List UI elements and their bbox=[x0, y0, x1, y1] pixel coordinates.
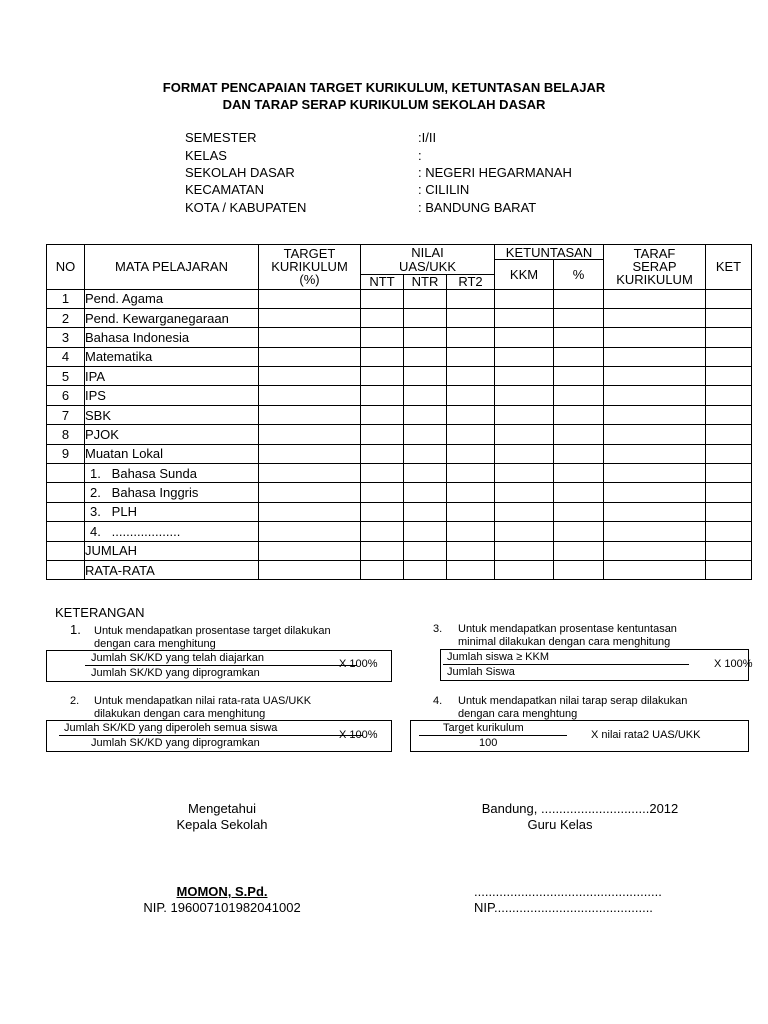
fraction-line bbox=[419, 735, 567, 736]
row-no bbox=[47, 560, 85, 579]
table-row bbox=[47, 347, 752, 366]
header-text: KURIKULUM bbox=[616, 272, 693, 288]
row-no: 3 bbox=[47, 328, 85, 347]
principal-nip: NIP. 196007101982041002 bbox=[143, 900, 301, 915]
note-4-line-1: Untuk mendapatkan nilai tarap serap dilakukan bbox=[458, 695, 688, 707]
document-title-line-1: FORMAT PENCAPAIAN TARGET KURIKULUM, KETUNTASAN BELAJAR bbox=[162, 80, 606, 95]
info-label: KELAS bbox=[185, 148, 227, 163]
row-subject: 2. Bahasa Inggris bbox=[85, 483, 259, 502]
info-label: KOTA / KABUPATEN bbox=[185, 200, 307, 215]
header-ket: KET bbox=[706, 245, 752, 290]
note-1-line-2: dengan cara menghitung bbox=[94, 638, 216, 650]
row-subject: PJOK bbox=[85, 425, 259, 444]
formula-denominator: 100 bbox=[479, 737, 498, 749]
note-number: 3. bbox=[433, 623, 443, 635]
note-3-line-2: minimal dilakukan dengan cara menghitung bbox=[458, 636, 671, 648]
header-no: NO bbox=[47, 245, 85, 290]
document-title-line-2: DAN TARAP SERAP KURIKULUM SEKOLAH DASAR bbox=[222, 97, 546, 112]
row-subject: RATA-RATA bbox=[85, 560, 259, 579]
fraction-line bbox=[59, 735, 363, 736]
teacher-nip: NIP............................................ bbox=[474, 900, 653, 915]
header-uas-ukk: UAS/UKK bbox=[361, 260, 495, 275]
info-label: SEMESTER bbox=[185, 130, 257, 145]
fraction-line bbox=[85, 665, 357, 666]
row-no: 1 bbox=[47, 289, 85, 308]
formula-numerator: Jumlah siswa ≥ KKM bbox=[447, 651, 550, 663]
info-value: : CILILIN bbox=[418, 182, 470, 197]
note-3-line-1: Untuk mendapatkan prosentase kentuntasan bbox=[458, 623, 677, 635]
formula-box-ketuntasan bbox=[440, 649, 753, 681]
row-no: 5 bbox=[47, 367, 85, 386]
table-row bbox=[47, 483, 752, 502]
header-mata-pelajaran: MATA PELAJARAN bbox=[85, 245, 259, 290]
formula-denominator: Jumlah SK/KD yang diprogramkan bbox=[91, 737, 260, 749]
table-row bbox=[47, 444, 752, 463]
info-value: :I/II bbox=[418, 130, 437, 145]
note-number: 1. bbox=[70, 622, 81, 637]
row-no: 8 bbox=[47, 425, 85, 444]
formula-numerator: Target kurikulum bbox=[443, 722, 524, 734]
header-persen: % bbox=[554, 260, 604, 290]
formula-denominator: Jumlah Siswa bbox=[447, 666, 515, 678]
row-no bbox=[47, 522, 85, 541]
row-subject: JUMLAH bbox=[85, 541, 259, 560]
note-4-line-2: dengan cara menghtung bbox=[458, 708, 578, 720]
fraction-line bbox=[443, 664, 689, 665]
table-row bbox=[47, 464, 752, 483]
row-no bbox=[47, 464, 85, 483]
row-subject: IPA bbox=[85, 367, 259, 386]
table-body bbox=[47, 289, 752, 580]
table-row bbox=[47, 386, 752, 405]
info-value: : bbox=[418, 148, 422, 163]
row-no bbox=[47, 483, 85, 502]
header-text: TARGET bbox=[283, 246, 336, 262]
table-row bbox=[47, 405, 752, 424]
header-ntr: NTR bbox=[404, 274, 447, 289]
formula-denominator: Jumlah SK/KD yang diprogramkan bbox=[91, 667, 260, 679]
row-subject: Pend. Agama bbox=[85, 289, 259, 308]
row-subject: Matematika bbox=[85, 347, 259, 366]
header-nilai: NILAI bbox=[361, 245, 495, 260]
formula-multiplier: X 100% bbox=[339, 658, 378, 670]
formula-numerator: Jumlah SK/KD yang diperoleh semua siswa bbox=[64, 722, 278, 734]
formula-multiplier: X 100% bbox=[714, 658, 753, 670]
note-number: 4. bbox=[433, 695, 443, 707]
keterangan-heading: KETERANGAN bbox=[55, 605, 145, 620]
info-value: : NEGERI HEGARMANAH bbox=[418, 165, 572, 180]
info-value: : BANDUNG BARAT bbox=[418, 200, 537, 215]
signature-left-mengetahui: Mengetahui bbox=[188, 801, 256, 816]
table-row bbox=[47, 425, 752, 444]
row-no: 6 bbox=[47, 386, 85, 405]
header-taraf-serap bbox=[604, 245, 706, 290]
achievement-table bbox=[46, 244, 752, 580]
note-2-line-1: Untuk mendapatkan nilai rata-rata UAS/UKK bbox=[94, 695, 312, 707]
formula-box-rata-rata bbox=[46, 720, 392, 752]
header-ntt: NTT bbox=[361, 274, 404, 289]
row-no bbox=[47, 541, 85, 560]
teacher-name-blank: .................................................... bbox=[474, 884, 662, 899]
signature-left-role: Kepala Sekolah bbox=[176, 817, 268, 832]
row-no bbox=[47, 502, 85, 521]
formula-multiplier: X 100% bbox=[339, 729, 378, 741]
row-subject: SBK bbox=[85, 405, 259, 424]
header-text: KURIKULUM bbox=[271, 259, 348, 275]
table-row bbox=[47, 367, 752, 386]
principal-name: MOMON, S.Pd. bbox=[176, 884, 268, 899]
table-row bbox=[47, 308, 752, 327]
row-subject: Muatan Lokal bbox=[85, 444, 259, 463]
row-no: 2 bbox=[47, 308, 85, 327]
header-text: SERAP bbox=[632, 259, 677, 275]
info-label: KECAMATAN bbox=[185, 182, 264, 197]
row-subject: Pend. Kewarganegaraan bbox=[85, 308, 259, 327]
header-rt2: RT2 bbox=[447, 274, 495, 289]
note-1-line-1: Untuk mendapatkan prosentase target dilakukan bbox=[94, 625, 331, 637]
table-row bbox=[47, 541, 752, 560]
row-subject: 4. ................... bbox=[85, 522, 259, 541]
row-no: 7 bbox=[47, 405, 85, 424]
header-text: (%) bbox=[299, 272, 320, 288]
header-target-kurikulum bbox=[259, 245, 361, 290]
row-subject: 1. Bahasa Sunda bbox=[85, 464, 259, 483]
table-row bbox=[47, 522, 752, 541]
table-row bbox=[47, 502, 752, 521]
note-2-line-2: dilakukan dengan cara menghitung bbox=[94, 708, 266, 720]
table-row bbox=[47, 560, 752, 579]
table-row bbox=[47, 289, 752, 308]
row-subject: Bahasa Indonesia bbox=[85, 328, 259, 347]
formula-box-target bbox=[46, 650, 392, 682]
row-subject: IPS bbox=[85, 386, 259, 405]
info-label: SEKOLAH DASAR bbox=[185, 165, 295, 180]
formula-box-taraf-serap bbox=[410, 720, 749, 752]
header-ketuntasan: KETUNTASAN bbox=[495, 245, 604, 260]
row-no: 4 bbox=[47, 347, 85, 366]
header-kkm: KKM bbox=[495, 260, 554, 290]
formula-multiplier: X nilai rata2 UAS/UKK bbox=[591, 729, 701, 741]
row-no: 9 bbox=[47, 444, 85, 463]
formula-numerator: Jumlah SK/KD yang telah diajarkan bbox=[91, 652, 265, 664]
header-text: TARAF bbox=[633, 246, 676, 262]
table-row bbox=[47, 328, 752, 347]
note-number: 2. bbox=[70, 695, 80, 707]
row-subject: 3. PLH bbox=[85, 502, 259, 521]
signature-right-role: Guru Kelas bbox=[527, 817, 593, 832]
signature-right-place-date: Bandung, ..............................2012 bbox=[481, 801, 679, 816]
